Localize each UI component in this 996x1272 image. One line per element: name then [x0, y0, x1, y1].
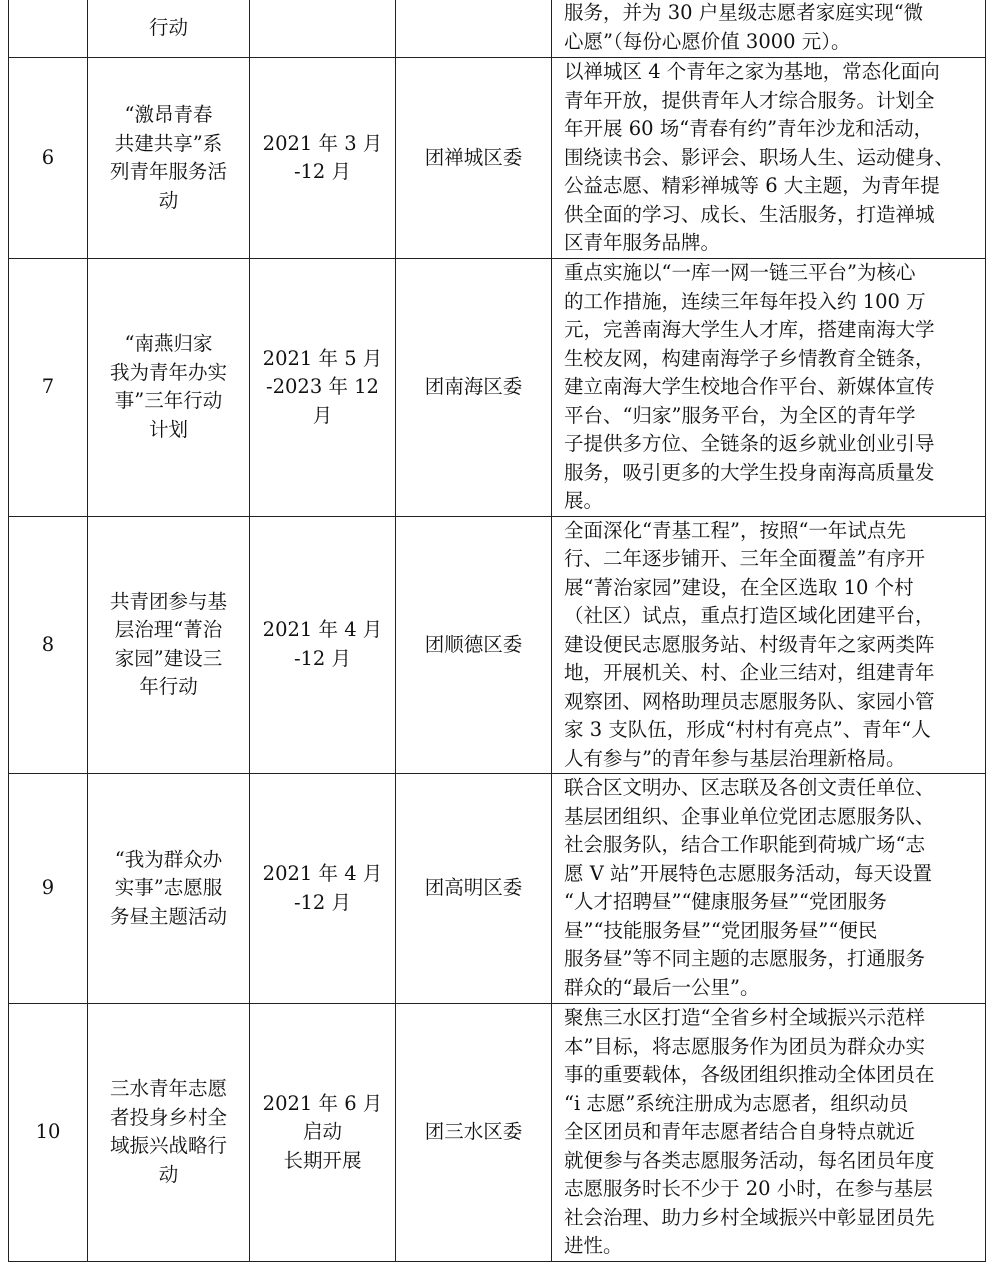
time-cell-line: 2021 年 4 月 — [262, 862, 383, 885]
content-cell-line: （社区）试点，重点打造区域化团建平台， — [564, 604, 935, 627]
responsible-unit-cell — [396, 1004, 552, 1262]
row-number-cell-line: 8 — [41, 632, 55, 656]
row-number-cell-line: 10 — [35, 1120, 61, 1143]
activity-name-cell-line: 域振兴战略行 — [109, 1134, 227, 1158]
content-cell-line: 服务昼”等不同主题的志愿服务，打通服务 — [564, 947, 925, 970]
activity-name-cell — [88, 1004, 250, 1262]
activity-name-cell-line: 共青团参与基 — [109, 589, 227, 613]
content-cell-line: 基层团组织、企事业单位党团志愿服务队、 — [564, 804, 935, 828]
row-number-cell-line: 7 — [41, 375, 55, 398]
responsible-unit-cell — [396, 58, 552, 259]
activity-name-cell-line: 动 — [158, 1162, 179, 1186]
activity-name-cell-line: 动 — [158, 188, 179, 212]
responsible-unit-cell — [396, 259, 552, 517]
content-cell-line: 群众的“最后一公里”。 — [564, 975, 760, 999]
time-cell-line: -12 月 — [293, 160, 352, 183]
activity-name-cell-line: 层治理“菁治 — [114, 618, 223, 642]
content-cell-line: 平台、“归家”服务平台，为全区的青年学 — [564, 403, 916, 427]
activity-name-cell-line: 年行动 — [139, 675, 198, 699]
activity-name-cell — [88, 58, 250, 259]
activity-name-cell-line: 我为青年办实 — [109, 360, 227, 384]
content-cell-line: 年开展 60 场“青春有约”青年沙龙和活动， — [564, 117, 934, 140]
content-cell-line: 服务，吸引更多的大学生投身南海高质量发 — [564, 460, 935, 484]
content-cell-line: 元，完善南海大学生人才库，搭建南海大学 — [564, 318, 935, 341]
row-number-cell-line: 6 — [41, 145, 55, 169]
time-cell-line: 2021 年 4 月 — [262, 618, 383, 642]
responsible-unit-cell — [396, 0, 552, 58]
row-number-cell-line: 9 — [41, 876, 55, 900]
content-cell-line: 以禅城区 4 个青年之家为基地，常态化面向 — [564, 60, 940, 83]
content-cell-line: 服务，并为 30 户星级志愿者家庭实现“微 — [564, 1, 924, 24]
content-cell-line: 青年开放，提供青年人才综合服务。计划全 — [564, 88, 935, 112]
content-cell-line: 进性。 — [564, 1234, 623, 1257]
responsible-unit-cell-line: 团南海区委 — [424, 375, 523, 398]
content-cell-line: 社会服务队，结合工作职能到荷城广场“志 — [564, 833, 925, 856]
row-number-cell — [9, 259, 88, 517]
content-cell-line: 愿 V 站”开展特色志愿服务活动，每天设置 — [564, 861, 932, 885]
activity-name-cell-line: 事”三年行动 — [114, 389, 223, 413]
content-cell-line: 公益志愿、精彩禅城等 6 大主题，为青年提 — [564, 174, 940, 197]
content-cell — [552, 774, 986, 1004]
time-cell — [250, 516, 396, 774]
content-cell — [552, 1004, 986, 1262]
content-cell-line: “人才招聘昼”“健康服务昼”“党团服务 — [564, 890, 887, 913]
content-cell-line: 展。 — [564, 489, 604, 512]
content-cell-line: 事的重要载体，各级团组织推动全体团员在 — [564, 1063, 935, 1086]
content-cell-line: 供全面的学习、成长、生活服务，打造禅城 — [564, 202, 935, 226]
row-number-cell — [9, 516, 88, 774]
time-cell-line: 2021 年 3 月 — [262, 131, 383, 155]
activity-name-cell-line: 行动 — [148, 15, 188, 39]
row-number-cell — [9, 1004, 88, 1262]
content-cell-line: 昼”“技能服务昼”“党团服务昼”“便民 — [564, 918, 878, 942]
time-cell — [250, 0, 396, 58]
content-cell — [552, 0, 986, 58]
activity-name-cell-line: “激昂青春 — [124, 103, 213, 126]
activity-name-cell — [88, 259, 250, 517]
responsible-unit-cell-line: 团三水区委 — [424, 1120, 523, 1143]
activity-name-cell-line: 务昼主题活动 — [109, 904, 227, 928]
content-cell — [552, 58, 986, 259]
content-cell-line: 区青年服务品牌。 — [564, 231, 721, 254]
activity-name-cell-line: “南燕归家 — [124, 332, 213, 356]
time-cell — [250, 1004, 396, 1262]
content-cell-line: 子提供多方位、全链条的返乡就业创业引导 — [564, 432, 935, 455]
time-cell-line: 月 — [312, 403, 333, 427]
content-cell-line: 聚焦三水区打造“全省乡村全域振兴示范样 — [564, 1006, 925, 1029]
content-cell-line: 全面深化“青基工程”，按照“一年试点先 — [564, 518, 906, 542]
responsible-unit-cell-line: 团高明区委 — [424, 876, 523, 900]
time-cell-line: -12 月 — [293, 890, 352, 914]
time-cell-line: 启动 — [302, 1120, 342, 1143]
content-cell-line: 全区团员和青年志愿者结合自身特点就近 — [564, 1120, 916, 1143]
content-cell-line: 联合区文明办、区志联及各创文责任单位、 — [564, 776, 935, 799]
content-cell-line: 志愿服务时长不少于 20 小时，在参与基层 — [564, 1177, 933, 1200]
table-row — [9, 774, 986, 1004]
content-cell-line: “i 志愿”系统注册成为志愿者，组织动员 — [564, 1091, 909, 1115]
time-cell-line: 长期开展 — [283, 1148, 362, 1172]
row-number-cell — [9, 774, 88, 1004]
responsible-unit-cell-line: 团顺德区委 — [424, 632, 523, 656]
activity-name-cell-line: “我为群众办 — [114, 847, 223, 871]
content-cell-line: 观察团、网格助理员志愿服务队、家园小管 — [564, 689, 935, 713]
content-cell-line: 行、二年逐步铺开、三年全面覆盖”有序开 — [564, 547, 925, 570]
table-row — [9, 58, 986, 259]
time-cell — [250, 774, 396, 1004]
activity-name-cell-line: 列青年服务活 — [109, 160, 227, 183]
content-cell-line: 本”目标，将志愿服务作为团员为群众办实 — [564, 1034, 925, 1058]
content-cell-line: 建设便民志愿服务站、村级青年之家两类阵 — [564, 632, 935, 656]
responsible-unit-cell — [396, 774, 552, 1004]
activity-name-cell-line: 实事”志愿服 — [114, 876, 223, 900]
activities-table — [8, 0, 986, 1262]
content-cell-line: 人有参与”的青年参与基层治理新格局。 — [564, 746, 906, 770]
content-cell-line: 就便参与各类志愿服务活动，每名团员年度 — [564, 1148, 935, 1172]
table-body — [9, 0, 986, 1261]
content-cell-line: 心愿”（每份心愿价值 3000 元）。 — [564, 29, 851, 53]
activity-name-cell-line: 计划 — [148, 417, 188, 441]
activity-name-cell — [88, 774, 250, 1004]
time-cell — [250, 58, 396, 259]
content-cell-line: 围绕读书会、影评会、职场人生、运动健身、 — [564, 145, 955, 169]
activity-name-cell — [88, 0, 250, 58]
time-cell — [250, 259, 396, 517]
time-cell-line: -12 月 — [293, 646, 352, 670]
activity-name-cell-line: 家园”建设三 — [114, 646, 223, 670]
content-cell — [552, 259, 986, 517]
activity-name-cell-line: 者投身乡村全 — [109, 1105, 227, 1129]
content-cell-line: 社会治理、助力乡村全域振兴中彰显团员先 — [564, 1205, 935, 1229]
table-row — [9, 1004, 986, 1262]
time-cell-line: 2021 年 6 月 — [262, 1091, 383, 1115]
table-row — [9, 516, 986, 774]
table-row — [9, 259, 986, 517]
row-number-cell — [9, 58, 88, 259]
content-cell-line: 家 3 支队伍，形成“村村有亮点”、青年“人 — [564, 718, 931, 741]
content-cell-line: 的工作措施，连续三年每年投入约 100 万 — [564, 289, 926, 313]
responsible-unit-cell — [396, 516, 552, 774]
activity-name-cell-line: 三水青年志愿 — [109, 1077, 227, 1101]
activity-name-cell-line: 共建共享”系 — [114, 131, 223, 155]
content-cell-line: 重点实施以“一库一网一链三平台”为核心 — [564, 261, 916, 284]
responsible-unit-cell-line: 团禅城区委 — [424, 145, 523, 169]
time-cell-line: -2023 年 12 — [266, 375, 379, 398]
row-number-cell — [9, 0, 88, 58]
content-cell-line: 展“菁治家园”建设，在全区选取 10 个村 — [564, 575, 914, 599]
content-cell-line: 地，开展机关、村、企业三结对，组建青年 — [564, 661, 935, 684]
content-cell-line: 生校友网，构建南海学子乡情教育全链条， — [564, 346, 935, 370]
content-cell — [552, 516, 986, 774]
content-cell-line: 建立南海大学生校地合作平台、新媒体宣传 — [564, 375, 935, 398]
activity-name-cell — [88, 516, 250, 774]
time-cell-line: 2021 年 5 月 — [262, 346, 383, 370]
table-row — [9, 0, 986, 58]
